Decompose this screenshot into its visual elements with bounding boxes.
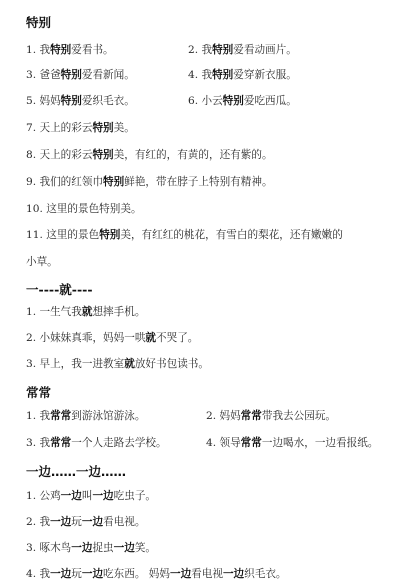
sentence (188, 68, 297, 82)
keyword-highlight: 一边 (71, 542, 93, 554)
sentence-text: 玩 (71, 516, 82, 528)
sentence-text: 10. 这里的景色特别美。 (26, 203, 142, 215)
sentence-text: 6. 小云 (188, 95, 223, 107)
section-heading: 一----就---- (26, 282, 93, 297)
sentence-text: 叫 (81, 490, 93, 502)
keyword-highlight: 一边 (113, 542, 135, 554)
keyword-highlight: 常常 (50, 437, 72, 449)
keyword-highlight: 特别 (212, 69, 234, 81)
sentence (206, 436, 378, 450)
sentence-text: 吃东西。 妈妈 (103, 568, 170, 580)
sentence-text: 8. 天上的彩云 (26, 149, 93, 161)
sentence-text: 织毛衣。 (244, 568, 287, 580)
keyword-highlight: 特别 (92, 149, 114, 161)
sentence-text: 3. 早上，我一进教室 (26, 358, 125, 370)
sentence-text: 3. 啄木鸟 (26, 542, 72, 554)
keyword-highlight: 一边 (92, 490, 114, 502)
sentence-text: 笑。 (134, 542, 157, 554)
keyword-highlight: 特别 (60, 69, 82, 81)
sentence-text: 爱穿新衣服。 (233, 69, 297, 81)
sentence-text: 看电视 (191, 568, 223, 580)
sentence-text: 爱吃西瓜。 (243, 95, 297, 107)
sentence-text: 爱看书。 (71, 44, 114, 56)
sentence (26, 567, 287, 581)
sentence-text: 一边喝水，一边看报纸。 (261, 437, 379, 449)
sentence (26, 410, 145, 422)
sentence-text: 1. 我 (26, 44, 51, 56)
sentence-text: 到游泳馆游泳。 (71, 410, 146, 422)
keyword-highlight: 就 (145, 332, 157, 344)
sentence-text: 2. 妈妈 (206, 410, 241, 422)
keyword-highlight: 常常 (240, 437, 262, 449)
keyword-highlight: 常常 (50, 410, 72, 422)
sentence-text: 9. 我们的红领巾 (26, 176, 104, 188)
sentence-text: 美。 (113, 122, 135, 134)
sentence-text: 吃虫子。 (113, 490, 157, 502)
sentence-text: 3. 我 (26, 437, 51, 449)
keyword-highlight: 一边 (81, 568, 104, 580)
sentence (26, 148, 273, 162)
section-heading: 特别 (26, 15, 52, 30)
sentence-text: 1. 公鸡 (26, 490, 61, 502)
sentence (26, 121, 135, 135)
sentence-text: 7. 天上的彩云 (26, 122, 93, 134)
keyword-highlight: 一边 (222, 568, 245, 580)
sentence (206, 409, 336, 423)
sentence (188, 94, 297, 108)
sentence-text: 放好书包读书。 (134, 358, 209, 370)
sentence-text: 玩 (71, 568, 82, 580)
sentence-text: 1. 我 (26, 410, 51, 422)
sentence-text: 爱看新闻。 (81, 69, 135, 81)
sentence-text: 鲜艳，带在脖子上特别有精神。 (124, 176, 273, 188)
sentence-row (26, 436, 379, 450)
sentence (26, 437, 167, 449)
sentence (26, 95, 135, 107)
sentence-text: 2. 我 (26, 516, 51, 528)
sentence (26, 515, 145, 529)
sentence (26, 331, 198, 345)
keyword-highlight: 特别 (60, 95, 82, 107)
sentence-text: 看电视。 (103, 516, 146, 528)
sentence (26, 357, 209, 371)
keyword-highlight: 就 (81, 306, 93, 318)
sentence (26, 255, 58, 269)
sentence-row (26, 409, 337, 423)
keyword-highlight: 一边 (50, 568, 72, 580)
sentence-row (26, 94, 297, 108)
section-heading: 一边……一边…… (26, 464, 127, 479)
sentence (26, 69, 135, 81)
sentence-text: 带我去公园玩。 (261, 410, 337, 422)
sentence (26, 305, 145, 319)
sentence-text: 11. 这里的景色 (26, 229, 100, 241)
sentence (188, 43, 297, 57)
sentence (26, 175, 273, 189)
sentence-text: 想摔手机。 (92, 306, 146, 318)
sentence-text: 不哭了。 (156, 332, 199, 344)
sentence-text: 爱织毛衣。 (81, 95, 135, 107)
sentence-text: 4. 我 (188, 69, 213, 81)
sentence-text: 2. 我 (188, 44, 213, 56)
keyword-highlight: 特别 (92, 122, 114, 134)
keyword-highlight: 特别 (50, 44, 72, 56)
sentence (26, 541, 156, 555)
keyword-highlight: 特别 (103, 176, 125, 188)
section-heading: 常常 (26, 385, 52, 400)
sentence-row (26, 68, 297, 82)
keyword-highlight: 常常 (240, 410, 262, 422)
sentence-text: 4. 我 (26, 568, 51, 580)
sentence (26, 202, 142, 216)
keyword-highlight: 一边 (169, 568, 192, 580)
sentence (26, 489, 156, 503)
sentence-text: 小草。 (26, 256, 58, 268)
sentence (26, 44, 114, 56)
keyword-highlight: 一边 (81, 516, 104, 528)
sentence-text: 爱看动画片。 (233, 44, 297, 56)
keyword-highlight: 特别 (212, 44, 234, 56)
sentence-text: 美，有红的，有黄的，还有紫的。 (113, 149, 273, 161)
keyword-highlight: 一边 (50, 516, 72, 528)
sentence (26, 228, 343, 242)
keyword-highlight: 一边 (60, 490, 82, 502)
sentence-text: 3. 爸爸 (26, 69, 61, 81)
sentence-text: 捉虫 (92, 542, 114, 554)
sentence-text: 2. 小妹妹真乖，妈妈一哄 (26, 332, 146, 344)
sentence-text: 一个人走路去学校。 (71, 437, 167, 449)
keyword-highlight: 特别 (222, 95, 244, 107)
sentence-row (26, 43, 297, 57)
sentence-text: 4. 领导 (206, 437, 241, 449)
sentence-text: 1. 一生气我 (26, 306, 82, 318)
sentence-text: 美，有红红的桃花，有雪白的梨花，还有嫩嫩的 (120, 229, 343, 241)
keyword-highlight: 特别 (99, 229, 121, 241)
keyword-highlight: 就 (124, 358, 135, 370)
sentence-text: 5. 妈妈 (26, 95, 61, 107)
